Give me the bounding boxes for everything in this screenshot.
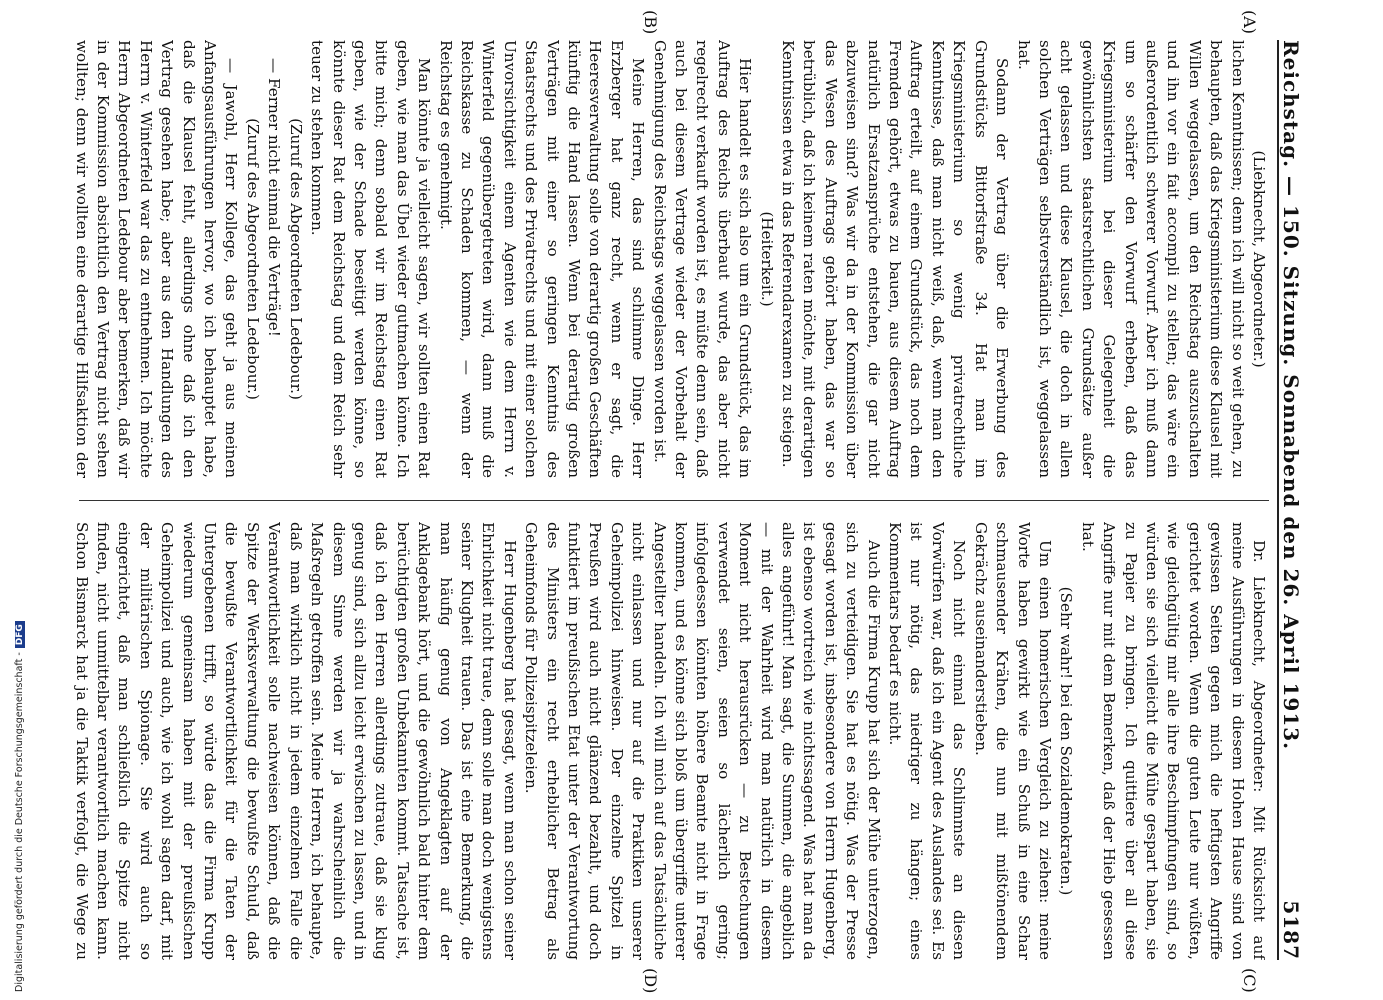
paragraph: Meine Herren, das sind schlimme Dinge. Herr Erzberger hat ganz recht, wenn er sagt, die Heeresverwaltung solle von derartig großen Geschäften künftig die Hand lassen. Wenn bei derartig großen Verträgen mit einer so geringen Kenntnis des Staatsrechts und des Privatrechts und mit einer solchen Unvorsichtigkeit einem Agenten wie dem Herrn v. Winterfeld gegenübergetreten wird, dann muß die Reichskasse zu Schaden kommen, — wenn der Reichstag es genehmigt. xyxy=(436,40,648,478)
paragraph: Auch die Firma Krupp hat sich der Mühe unterzogen, sich zu verteidigen. Sie hat es nötig. Was der Presse gesagt worden ist, insbesondere von Herrn Hugenberg, ist ebenso wortreich wie nichtssagend. Was hat man da alles angeführt! Man sagt, die Summen, die angeblich — mit der Wahrheit wird man natürlich in diesem Moment nicht herausrücken — zu Bestechungen verwendet seien, seien so lächerlich gering; infolgedessen könnten höhere Beamte nicht in Frage kommen, und es könne sich bloß um übergriffe unterer Angestellter handeln. Ich will mich auf das Tatsächliche nicht einlassen und nur auf die Praktiken unserer Geheimpolizei hinweisen. Der einzelne Spitzel in Preußen wird auch nicht glänzend bezahlt, und doch funktiert im preußischen Etat unter der Verantwortung des Ministers ein recht erheblicher Betrag als Geheimfonds für Polizeispitzeleien. xyxy=(522,522,883,960)
page-number: 5187 xyxy=(1279,900,1303,960)
digitization-credit xyxy=(14,0,28,992)
paragraph: Herr Hugenberg hat gesagt, wenn man schon seiner Ehrlichkeit nicht traue, denn solle man doch wenigstens seiner Klugheit trauen. Das ist eine Bemerkung, die man häufig genug von Angeklagten auf der Anklagebank hört, und die gewöhnlich bald hinter dem berüchtigten großen Unbekannten kommt. Tatsache ist, daß ich den Herren allerdings zutraue, daß sie klug genug sind, sich allzu leicht erwischen zu lassen, und in diesem Sinne werden wir ja wahrscheinlich die Maßregeln getroffen sein. Meine Herren, ich behaupte, daß man wirklich nicht in jedem einzelnen Falle die Verantwortlichkeit solle nachweisen können, daß die Spitze der Werksverwaltung die bewußte Schuld, daß die bewußte Verantwortlichkeit für die Taten der Untergebenen trifft, so würde das die Firma Krupp wiederum gemeinsam haben mit der preußischen Geheimpolizei und auch, wie ich wohl sagen darf, mit der militärischen Spionage. Sie wird auch so eingerichtet, daß man schließlich die Spitze nicht finden, nicht unmittelbar verantwortlich machen kann. Schon Bismarck hat ja die Taktik verfolgt, die Wege zu xyxy=(72,522,519,960)
right-column xyxy=(69,522,1269,960)
interjection: (Sehr wahr! bei den Sozialdemokraten.) xyxy=(1057,586,1076,896)
left-column xyxy=(69,40,1269,478)
dfg-logo: DFG xyxy=(15,621,25,648)
speaker-paragraph: Dr. Liebknecht, Abgeordneter: Mit Rücksicht auf meine Ausführungen in diesem Hohen Hause sind von gewissen Seiten gegen mich die heftigsten Angriffe gerichtet worden. Wenn die guten Leute nur wüßten, wie gleichgültig mir alle ihre Beschimpfungen sind, so würden sie sich vielleicht die Mühe gespart haben, sie zu Papier zu bringen. Ich quittiere über all diese Angriffe nur mit dem Bemerken, daß der Hieb gesessen hat. xyxy=(1078,522,1268,960)
paragraph: Um einen homerischen Vergleich zu ziehen: meine Worte haben gewirkt wie ein Schuß in eine Schar schmausender Krähen, die nun mit mißtönendem Gekrächz auseinanderstieben. xyxy=(971,522,1054,960)
section-marker-a: (A) xyxy=(1240,10,1259,35)
interjection: (Zuruf des Abgeordneten Ledebour.) xyxy=(286,118,305,400)
paragraph: — Jawohl, Herr Kollege, das geht ja aus meinen Anfangsausführungen hervor, wo ich behauptet habe, daß die Klausel fehlt, allerdings ohne daß ich den Vertrag gesehen habe; aber aus den Handlungen des Herrn v. Winterfeld war das zu entnehmen. Ich möchte Herrn Abgeordneten Ledebour aber bemerken, daß wir in der Kommission absichtlich den Vertrag nicht sehen wollten; denn wir wollten eine derartige Hilfsaktion der xyxy=(72,40,241,478)
section-marker-d: (D) xyxy=(641,968,660,994)
section-marker-b: (B) xyxy=(641,10,660,35)
paragraph: — Ferner nicht einmal die Verträge! xyxy=(265,58,284,337)
paragraph: Hier handelt es sich also um ein Grundstück, das im Auftrag des Reichs überbaut wurde, das aber nicht regelrecht verkauft worden ist, es müßte denn sein, daß auch bei diesem Vertrage wieder der Vorbehalt der Genehmigung des Reichstags weggelassen worden ist. xyxy=(650,40,755,478)
interjection: (Zuruf des Abgeordneten Ledebour.) xyxy=(243,118,262,400)
paragraph: Man könnte ja vielleicht sagen, wir sollten einen Rat geben, wie man das Übel wieder gutmachen könne. Ich bitte mich; denn sobald wir im Reichstag einen Rat geben, wie der Schade beseitigt werden könne, so könnte dieser Rat dem Reichstag und dem Reich sehr teuer zu stehen kommen. xyxy=(308,40,434,478)
section-marker-c: (C) xyxy=(1240,968,1259,993)
credit-text: Digitalisierung gefördert durch die Deutsche Forschungsgemeinschaft - xyxy=(14,652,25,992)
paragraph: Noch nicht einmal das Schlimmste an diesen Vorwürfen war, daß ich ein Agent des Auslandes sei. Es ist nur nötig, das niedriger zu hängen; eines Kommentars bedarf es nicht. xyxy=(886,522,969,960)
header-title: Reichstag. — 150. Sitzung. Sonnabend den 26. April 1913. xyxy=(1279,40,1303,751)
paragraph: Sodann der Vertrag über die Erwerbung des Grundstücks Bittorfstraße 34. Hat man im Kriegsministerium so wenig privatrechtliche Kenntnisse, daß man nicht weiß, daß, wenn man den Auftrag erteilt, auf einem Grundstück, das noch dem Fremden gehört, etwas zu bauen, aus diesem Auftrag natürlich Ersatzansprüche entstehen, die gar nicht abzuweisen sind? Was wir da in der Kommission über das Wesen des Auftrags gehört haben, das war so betrüblich, daß ich keinem raten möchte, mit derartigen Kenntnissen etwa in das Referendarexamen zu steigen. xyxy=(779,40,1012,478)
paragraph: lichen Kenntnissen; denn ich will nicht so weit gehen, zu behaupten, daß das Kriegsministerium diese Klausel mit Willen weggelassen, um den Reichstag auszuschalten und ihn vor ein fait accompli zu stellen; das wäre ein außerordentlich schwerer Vorwurf. Aber ich muß dann um so schärfer den Vorwurf erheben, daß das Kriegsministerium bei dieser Gelegenheit die gewöhnlichsten staatsrechtlichen Grundsätze außer acht gelassen und diese Klausel, die doch in allen solchen Verträgen selbstverständlich ist, weggelassen hat. xyxy=(1014,40,1247,478)
newspaper-page xyxy=(45,0,1325,1000)
column-divider xyxy=(79,500,1269,501)
speaker-line: (Liebknecht, Abgeordneter.) xyxy=(1250,150,1268,368)
interjection: (Heiterkeit.) xyxy=(757,211,776,307)
page-header xyxy=(1277,40,1315,960)
